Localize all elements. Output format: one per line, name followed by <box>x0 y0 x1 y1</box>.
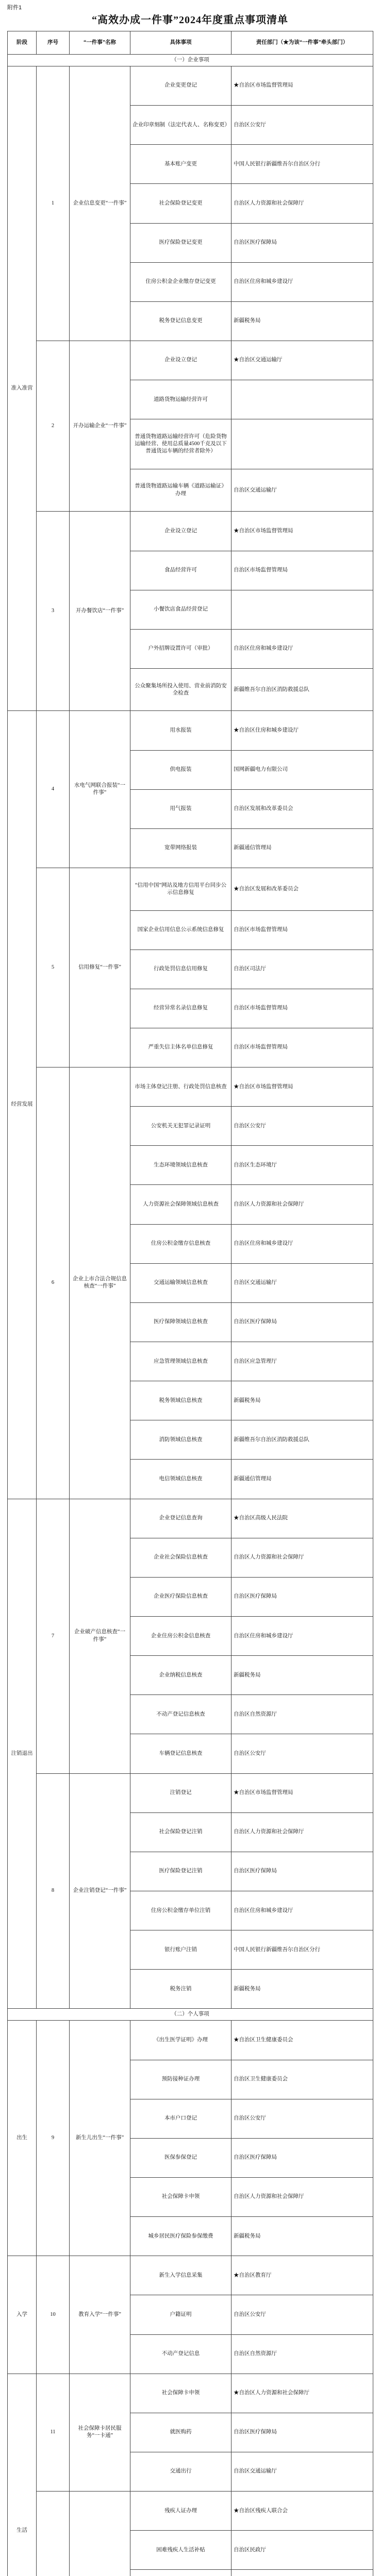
item-number: 5 <box>37 868 70 1067</box>
matter-name: 企业注销登记“一件事” <box>70 1773 130 2009</box>
specific-item: 生态环境领域信息核查 <box>130 1146 232 1185</box>
responsible-dept: 新疆维吾尔自治区消防救援总队 <box>232 1420 373 1460</box>
responsible-dept: 自治区卫生健康委员会 <box>232 2060 373 2099</box>
responsible-dept <box>232 2570 373 2576</box>
responsible-dept: 自治区交通运输厅 <box>232 2452 373 2491</box>
header-content: 具体事项 <box>130 31 232 55</box>
matter-name: 开办运输企业“一件事” <box>70 341 130 511</box>
specific-item: 《出生医学证明》办理 <box>130 2021 232 2060</box>
specific-item: 小餐饮店食品经营登记 <box>130 590 232 629</box>
stage-cell: 入学 <box>8 2256 37 2374</box>
responsible-dept: 自治区民政厅 <box>232 2531 373 2570</box>
matter-name: 企业破产信息核查“一件事” <box>70 1499 130 1773</box>
specific-item: 医保参保登记 <box>130 2138 232 2177</box>
table-row <box>8 1067 373 1107</box>
specific-item <box>130 2570 232 2576</box>
responsible-dept: 自治区生态环境厅 <box>232 1146 373 1185</box>
table-row <box>8 2256 373 2295</box>
specific-item: 医疗保障领域信息核查 <box>130 1302 232 1342</box>
matter-name: 开办餐饮店“一件事” <box>70 512 130 711</box>
specific-item: 企业登记信息查询 <box>130 1499 232 1538</box>
stage-cell: 经营发展 <box>8 711 37 1499</box>
specific-item: 企业医疗保险信息核查 <box>130 1577 232 1616</box>
specific-item: 人力资源社会保障领域信息核查 <box>130 1185 232 1224</box>
specific-item: 城乡居民医疗保险参保缴费 <box>130 2217 232 2256</box>
specific-item: 企业变更登记 <box>130 66 232 106</box>
responsible-dept: 自治区医疗保障局 <box>232 1852 373 1891</box>
specific-item: 社会保障卡申领 <box>130 2178 232 2217</box>
specific-item: 社会保险登记变更 <box>130 184 232 223</box>
specific-item: 车辆登记信息核查 <box>130 1734 232 1773</box>
specific-item: 食品经营许可 <box>130 551 232 590</box>
responsible-dept: 自治区发展和改革委员会 <box>232 789 373 828</box>
specific-item: 户外招牌设置许可（审批） <box>130 629 232 668</box>
responsible-dept: ★自治区市场监督管理局 <box>232 1067 373 1107</box>
specific-item: 困难残疾人生活补贴 <box>130 2531 232 2570</box>
item-number: 7 <box>37 1499 70 1773</box>
responsible-dept: 新疆通信管理局 <box>232 1460 373 1499</box>
responsible-dept <box>232 590 373 629</box>
responsible-dept: ★自治区人力资源和社会保障厅 <box>232 2374 373 2413</box>
responsible-dept: 新疆维吾尔自治区消防救援总队 <box>232 668 373 710</box>
attachment-label: 附件1 <box>7 5 22 11</box>
item-number <box>37 2492 70 2576</box>
specific-item: “信用中国”网站及地方信用平台同步公示信息修复 <box>130 868 232 910</box>
table-row <box>8 868 373 910</box>
item-number: 9 <box>37 2021 70 2256</box>
responsible-dept: 自治区公安厅 <box>232 106 373 145</box>
responsible-dept: 新疆税务局 <box>232 2217 373 2256</box>
responsible-dept: 自治区住房和城乡建设厅 <box>232 262 373 301</box>
specific-item: 应急管理领域信息核查 <box>130 1342 232 1381</box>
specific-item: 本市户口登记 <box>130 2099 232 2138</box>
responsible-dept: 自治区市场监督管理局 <box>232 1028 373 1067</box>
matter-name: 新生儿出生“一件事” <box>70 2021 130 2256</box>
responsible-dept: 自治区公安厅 <box>232 1107 373 1146</box>
responsible-dept: ★自治区教育厅 <box>232 2256 373 2295</box>
specific-item: 医疗保险登记变更 <box>130 223 232 262</box>
specific-item: 用气报装 <box>130 789 232 828</box>
responsible-dept: 自治区医疗保障局 <box>232 2413 373 2452</box>
responsible-dept: 自治区人力资源和社会保障厅 <box>232 2178 373 2217</box>
specific-item: 企业纳税信息核查 <box>130 1656 232 1695</box>
table-row <box>8 66 373 106</box>
responsible-dept: 自治区市场监督管理局 <box>232 551 373 590</box>
specific-item: 银行账户注销 <box>130 1930 232 1970</box>
document-title: “高效办成一件事”2024年度重点事项清单 <box>92 14 288 26</box>
responsible-dept: 自治区公安厅 <box>232 2099 373 2138</box>
responsible-dept: 自治区住房和城乡建设厅 <box>232 1224 373 1263</box>
specific-item: 经营异常名录信息修复 <box>130 989 232 1028</box>
responsible-dept: 新疆税务局 <box>232 1656 373 1695</box>
responsible-dept: ★自治区交通运输厅 <box>232 341 373 380</box>
specific-item: 企业设立登记 <box>130 341 232 380</box>
specific-item: 宽带网络报装 <box>130 828 232 868</box>
specific-item: 交通运输领域信息核查 <box>130 1263 232 1302</box>
specific-item: 公众聚集场所投入使用、营业前消防安全检查 <box>130 668 232 710</box>
responsible-dept: 自治区医疗保障局 <box>232 2138 373 2177</box>
section-label: （一）企业事项 <box>8 55 373 66</box>
header-dept: 责任部门（★为该“一件事”牵头部门） <box>232 31 373 55</box>
matter-name: 社会保障卡居民服务“一卡通” <box>70 2374 130 2491</box>
responsible-dept: 国网新疆电力有限公司 <box>232 750 373 789</box>
table-row <box>8 1773 373 1812</box>
responsible-dept: 自治区医疗保障局 <box>232 223 373 262</box>
section-label: （二）个人事项 <box>8 2009 373 2021</box>
responsible-dept <box>232 380 373 419</box>
item-number: 2 <box>37 341 70 511</box>
responsible-dept: 自治区公安厅 <box>232 2295 373 2334</box>
matter-name: 教育入学“一件事” <box>70 2256 130 2374</box>
responsible-dept: 新疆税务局 <box>232 1381 373 1420</box>
responsible-dept: 自治区住房和城乡建设厅 <box>232 1891 373 1930</box>
responsible-dept: 自治区人力资源和社会保障厅 <box>232 1812 373 1852</box>
responsible-dept: 自治区市场监督管理局 <box>232 989 373 1028</box>
stage-cell: 出生 <box>8 2021 37 2256</box>
specific-item: 税务登记信息变更 <box>130 301 232 341</box>
item-number: 11 <box>37 2374 70 2491</box>
responsible-dept: ★自治区高级人民法院 <box>232 1499 373 1538</box>
specific-item: 住房公积金企业缴存登记变更 <box>130 262 232 301</box>
specific-item: 行政处罚信息信用修复 <box>130 950 232 989</box>
responsible-dept: ★自治区市场监督管理局 <box>232 1773 373 1812</box>
specific-item: 税务领域信息核查 <box>130 1381 232 1420</box>
header-domain: 阶段 <box>8 31 37 55</box>
specific-item: 不动产登记信息核查 <box>130 1695 232 1734</box>
specific-item: 医疗保险登记注销 <box>130 1852 232 1891</box>
specific-item: 普通货物道路运输车辆《道路运输证》办理 <box>130 469 232 511</box>
specific-item: 企业社会保险信息核查 <box>130 1538 232 1577</box>
stage-cell: 注销退出 <box>8 1499 37 2009</box>
item-number: 10 <box>37 2256 70 2374</box>
specific-item: 户籍证明 <box>130 2295 232 2334</box>
item-number: 8 <box>37 1773 70 2009</box>
table-row <box>8 711 373 750</box>
responsible-dept: 中国人民银行新疆维吾尔自治区分行 <box>232 1930 373 1970</box>
specific-item: 道路货物运输经营许可 <box>130 380 232 419</box>
responsible-dept <box>232 419 373 469</box>
specific-item: 注销登记 <box>130 1773 232 1812</box>
matters-table <box>7 31 373 2576</box>
responsible-dept: 自治区人力资源和社会保障厅 <box>232 184 373 223</box>
header-matter: “一件事”名称 <box>70 31 130 55</box>
specific-item: 住房公积金缴存信息核查 <box>130 1224 232 1263</box>
specific-item: 企业设立登记 <box>130 512 232 551</box>
responsible-dept: 自治区人力资源和社会保障厅 <box>232 1538 373 1577</box>
specific-item: 普通货物道路运输经营许可（危险货物运输经营、使用总质量4500千克及以下普通货运车辆的经营者除外） <box>130 419 232 469</box>
specific-item: 用水报装 <box>130 711 232 750</box>
specific-item: 就医购药 <box>130 2413 232 2452</box>
responsible-dept: 自治区住房和城乡建设厅 <box>232 629 373 668</box>
item-number: 1 <box>37 66 70 341</box>
table-row <box>8 2492 373 2531</box>
specific-item: 住房公积金缴存单位注销 <box>130 1891 232 1930</box>
responsible-dept: ★自治区卫生健康委员会 <box>232 2021 373 2060</box>
responsible-dept: 自治区市场监督管理局 <box>232 910 373 950</box>
responsible-dept: ★自治区市场监督管理局 <box>232 512 373 551</box>
specific-item: 社会保险登记注销 <box>130 1812 232 1852</box>
responsible-dept: ★自治区发展和改革委员会 <box>232 868 373 910</box>
responsible-dept: 自治区交通运输厅 <box>232 1263 373 1302</box>
responsible-dept: 新疆通信管理局 <box>232 828 373 868</box>
responsible-dept: ★自治区残疾人联合会 <box>232 2492 373 2531</box>
responsible-dept: 自治区住房和城乡建设厅 <box>232 1617 373 1656</box>
stage-cell: 生活 <box>8 2374 37 2576</box>
table-row <box>8 2374 373 2413</box>
specific-item: 企业住房公积金信息核查 <box>130 1617 232 1656</box>
specific-item: 电信领域信息核查 <box>130 1460 232 1499</box>
responsible-dept: 自治区人力资源和社会保障厅 <box>232 1185 373 1224</box>
table-row <box>8 1499 373 1538</box>
responsible-dept: 自治区自然资源厅 <box>232 1695 373 1734</box>
matter-name: 水电气网联合报装“一件事” <box>70 711 130 868</box>
specific-item: 预防接种证办理 <box>130 2060 232 2099</box>
responsible-dept: 中国人民银行新疆维吾尔自治区分行 <box>232 145 373 184</box>
responsible-dept: 自治区医疗保障局 <box>232 1302 373 1342</box>
stage-cell: 准入准营 <box>8 66 37 711</box>
responsible-dept: ★自治区住房和城乡建设厅 <box>232 711 373 750</box>
table-row <box>8 341 373 380</box>
item-number: 3 <box>37 512 70 711</box>
table-row <box>8 2021 373 2060</box>
responsible-dept: 自治区医疗保障局 <box>232 1577 373 1616</box>
specific-item: 交通出行 <box>130 2452 232 2491</box>
responsible-dept: 自治区自然资源厅 <box>232 2334 373 2374</box>
responsible-dept: 新疆税务局 <box>232 301 373 341</box>
specific-item: 供电报装 <box>130 750 232 789</box>
matter-name: 信用修复“一件事” <box>70 868 130 1067</box>
specific-item: 基本账户变更 <box>130 145 232 184</box>
responsible-dept: 新疆税务局 <box>232 1970 373 2009</box>
responsible-dept: 自治区应急管理厅 <box>232 1342 373 1381</box>
specific-item: 不动产登记信息 <box>130 2334 232 2374</box>
header-no: 序号 <box>37 31 70 55</box>
specific-item: 企业印章刻制（法定代表人、名称变更） <box>130 106 232 145</box>
responsible-dept: ★自治区市场监督管理局 <box>232 66 373 106</box>
specific-item: 社会保障卡申领 <box>130 2374 232 2413</box>
specific-item: 新生入学信息采集 <box>130 2256 232 2295</box>
specific-item: 残疾人证办理 <box>130 2492 232 2531</box>
specific-item: 税务注销 <box>130 1970 232 2009</box>
item-number: 4 <box>37 711 70 868</box>
specific-item: 严重失信主体名单信息修复 <box>130 1028 232 1067</box>
table-row <box>8 512 373 551</box>
matter-name <box>70 2492 130 2576</box>
item-number: 6 <box>37 1067 70 1499</box>
responsible-dept: 自治区交通运输厅 <box>232 469 373 511</box>
responsible-dept: 自治区公安厅 <box>232 1734 373 1773</box>
matter-name: 企业信息变更“一件事” <box>70 66 130 341</box>
specific-item: 消防领域信息核查 <box>130 1420 232 1460</box>
specific-item: 市场主体登记注册、行政处罚信息核查 <box>130 1067 232 1107</box>
specific-item: 公安机关无犯罪记录证明 <box>130 1107 232 1146</box>
responsible-dept: 自治区司法厅 <box>232 950 373 989</box>
specific-item: 国家企业信用信息公示系统信息修复 <box>130 910 232 950</box>
matter-name: 企业上市合法合规信息核查“一件事” <box>70 1067 130 1499</box>
